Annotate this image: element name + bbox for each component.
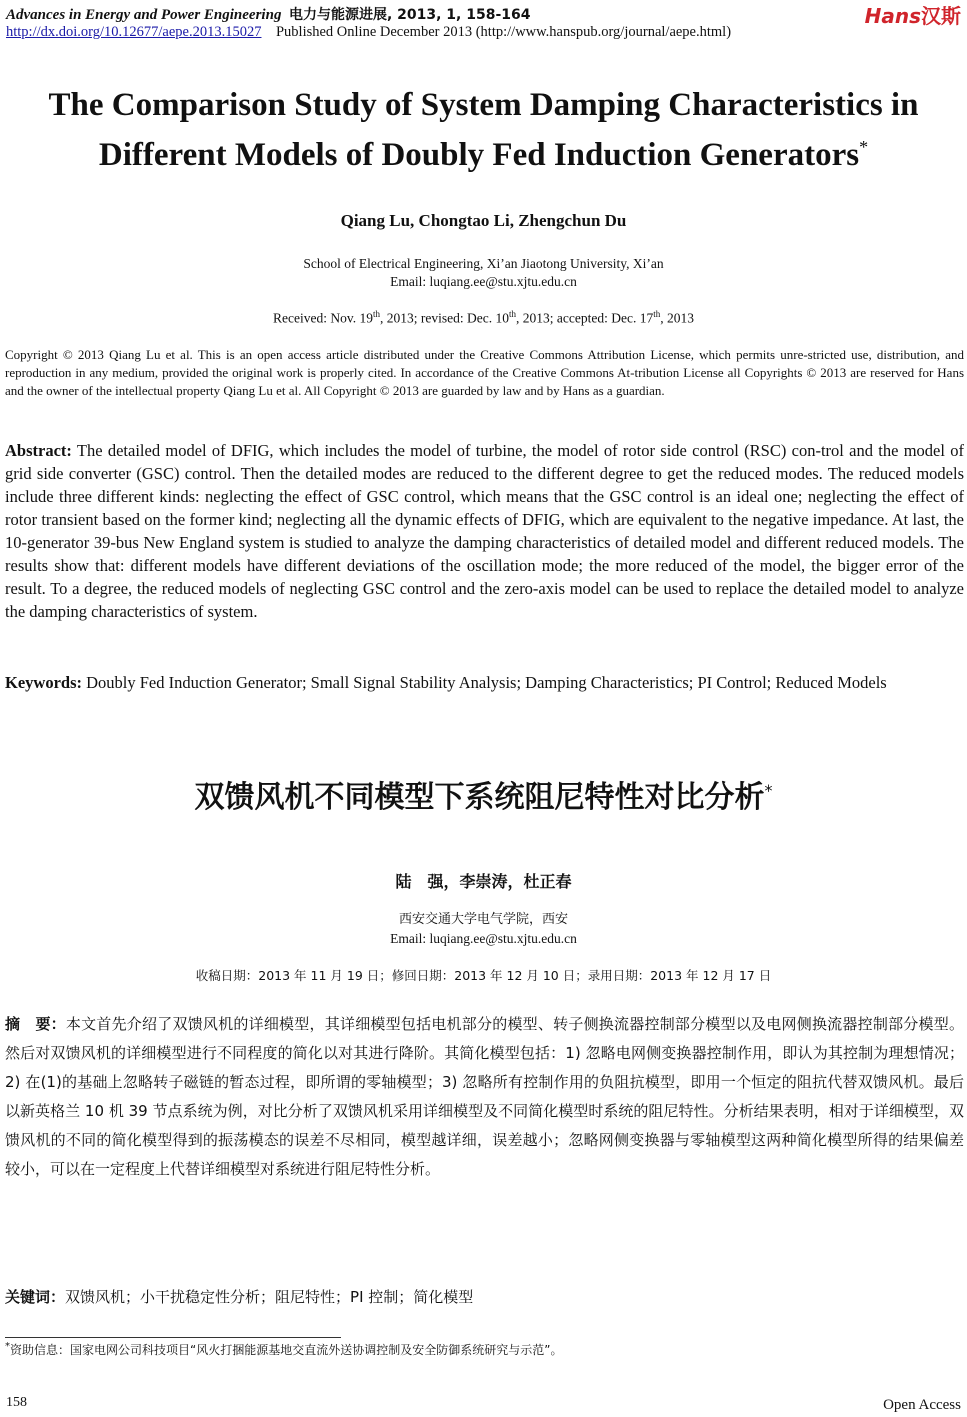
affiliation-block <box>0 255 967 291</box>
journal-header <box>6 4 531 24</box>
chinese-affiliation: 西安交通大学电气学院，西安 <box>398 912 568 927</box>
email: Email: luqiang.ee@stu.xjtu.edu.cn <box>390 274 577 289</box>
abstract-en <box>5 439 964 623</box>
keywords-en <box>5 671 964 694</box>
chinese-authors: 陆 强，李崇涛，杜正春 <box>395 872 572 891</box>
chinese-email: Email: luqiang.ee@stu.xjtu.edu.cn <box>390 931 577 946</box>
paper-title: The Comparison Study of System Damping Characteristics in Different Models of Doubly Fed Induction Generators* <box>48 87 919 173</box>
funding-footnote: *资助信息：国家电网公司科技项目“风火打捆能源基地交直流外送协调控制及安全防御系统研究与示范”。 <box>5 1341 563 1357</box>
doi-link[interactable]: http://dx.doi.org/10.12677/aepe.2013.15027 <box>6 24 262 40</box>
chinese-keywords-label: 关键词： <box>5 1288 66 1306</box>
keywords-cn <box>5 1286 473 1307</box>
footnote-divider <box>5 1337 341 1338</box>
page-number: 158 <box>6 1395 27 1410</box>
hans-logo: Hans汉斯 <box>864 4 961 28</box>
doi-line <box>6 24 731 41</box>
chinese-keywords-text: 双馈风机；小干扰稳定性分析；阻尼特性；PI 控制；简化模型 <box>65 1288 474 1306</box>
abstract-cn <box>5 1010 964 1184</box>
authors: Qiang Lu, Chongtao Li, Zhengchun Du <box>340 211 627 230</box>
keywords-label: Keywords: <box>5 673 82 692</box>
journal-name-cn: 电力与能源进展, 2013, 1, 158-164 <box>288 7 531 23</box>
copyright-notice: Copyright © 2013 Qiang Lu et al. This is an open access article distributed under the Creative Commons Attribution License, which permits unre-stricted use, distribution, and reproduction in any medium, provided the original work is properly cited. In accordance of the Creative Commons At-tribution License all Copyrights © 2013 are reserved for Hans and the owner of the intellectual property Qiang Lu et al. All Copyright © 2013 are guarded by law and by Hans as a guardian. <box>5 347 964 398</box>
chinese-abstract-text: 本文首先介绍了双馈风机的详细模型，其详细模型包括电机部分的模型、转子侧换流器控制部分模型以及电网侧换流器控制部分模型。然后对双馈风机的详细模型进行不同程度的简化以对其进行降阶。其简化模型包括：1) 忽略电网侧变换器控制作用，即认为其控制为理想情况；2) 在(1)的基础上忽略转子磁链的暂态过程，即所谓的零轴模型；3) 忽略所有控制作用的负阻抗模型，即用一个恒定的阻抗代替双馈风机。最后以新英格兰 10 机 39 节点系统为例，对比分析了双馈风机采用详细模型及不同简化模型时系统的阻尼特性。分析结果表明，相对于详细模型，双馈风机的不同的简化模型得到的振荡模态的误差不尽相同，模型越详细，误差越小；忽略网侧变换器与零轴模型这两种简化模型所得的结果偏差较小，可以在一定程度上代替详细模型对系统进行阻尼特性分析。 <box>5 1015 964 1178</box>
open-access-label: Open Access <box>883 1397 961 1413</box>
chinese-affiliation-block <box>0 910 967 948</box>
chinese-dates: 收稿日期：2013 年 11 月 19 日；修回日期：2013 年 12 月 10 日；录用日期：2013 年 12 月 17 日 <box>195 968 772 983</box>
chinese-abstract-label: 摘 要： <box>5 1015 66 1033</box>
abstract-text: The detailed model of DFIG, which includes the model of turbine, the model of rotor side control (RSC) con-trol and the model of grid side converter (GSC) control. Then the detailed modes are reduced to the different degree to get the reduced modes. The reduced models include three different kinds: neglecting the effect of GSC control, which means that the GSC control is an ideal one; neglecting the effect of rotor transient based on the former kind; neglecting all the dynamic effects of DFIG, which are equivalent to the negative impedance. At last, the 10-generator 39-bus New England system is studied to analyze the damping characteristics of detailed model and different reduced models. The results show that: different models have different deviations of the oscillation mode; the more reduced of the model, the bigger error of the result. To a degree, the reduced models of neglecting GSC control and the zero-axis model can be used to replace the detailed model to analyze the damping characteristics of system. <box>5 441 965 621</box>
affiliation: School of Electrical Engineering, Xi’an Jiaotong University, Xi’an <box>303 256 664 271</box>
title-footnote-mark: * <box>859 137 869 157</box>
received-dates: Received: Nov. 19th, 2013; revised: Dec. 10th, 2013; accepted: Dec. 17th, 2013 <box>273 309 694 326</box>
published-online: Published Online December 2013 (http://www.hanspub.org/journal/aepe.html) <box>275 24 732 40</box>
chinese-title: 双馈风机不同模型下系统阻尼特性对比分析* <box>194 780 773 815</box>
journal-name-en: Advances in Energy and Power Engineering <box>6 7 282 23</box>
keywords-text: Doubly Fed Induction Generator; Small Signal Stability Analysis; Damping Characteristics; PI Control; Reduced Models <box>86 673 887 692</box>
abstract-label: Abstract: <box>5 441 72 460</box>
